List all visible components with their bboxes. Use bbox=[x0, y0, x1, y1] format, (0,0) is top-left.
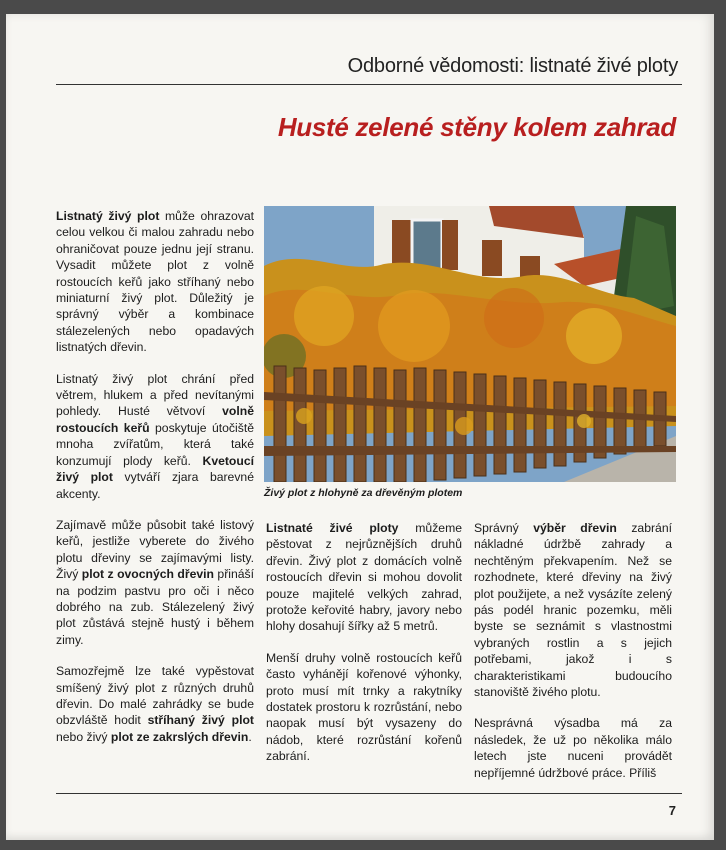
text-column-middle bbox=[266, 520, 462, 780]
paragraph-text: můžeme pěstovat z nejrůznějších druhů dřevin. Živý plot z domácích volně rostoucích dřevin si mohou dovolit pouze majitelé velkých zahrad, protože keřovité habry, javory nebo hlohy dosahují šířky až 5 metrů. bbox=[266, 521, 462, 634]
page-headline: Husté zelené stěny kolem zahrad bbox=[277, 112, 676, 142]
lead-term: Listnaté živé ploty bbox=[266, 521, 399, 535]
bold-term: plot z ovocných dřevin bbox=[81, 567, 214, 582]
footer-rule bbox=[56, 793, 682, 794]
paragraph-text: Nesprávná výsadba má za následek, že už po několika málo letech jste nuceni provádět nepříjemné údržbové práce. Příliš bbox=[474, 716, 672, 780]
bold-term: volně rostoucích keřů bbox=[56, 404, 254, 435]
paragraph-text: Samozřejmě lze také vypěstovat smíšený živý plot z různých druhů dřevin. Do malé zahrádky se bude obzvláště hodit bbox=[56, 664, 254, 728]
paragraph-text: . bbox=[248, 729, 252, 744]
paragraph bbox=[56, 663, 254, 745]
paragraph bbox=[56, 517, 254, 648]
paragraph-text: Listnatý živý plot chrání před větrem, hlukem a před nevítanými pohledy. Husté větvoví bbox=[56, 371, 254, 419]
paragraph-text: Menší druhy volně rostoucích keřů často vyhánějí kořenové výhonky, proto musí mít trnky a rakytníky dostatek prostoru k rozrůstání, nebo naopak musí být vysazeny do nádob, které rozrůstání kořenů zabrání. bbox=[266, 650, 462, 764]
bold-term: Kvetoucí živý plot bbox=[56, 453, 254, 485]
text-column-right bbox=[474, 520, 672, 796]
bold-term: výběr dřevin bbox=[533, 521, 617, 535]
paragraph-text: poskytuje útočiště mnoha zvířatům, která také konzumují plody keřů. bbox=[56, 420, 254, 468]
paragraph-text: může ohrazovat celou velkou či malou zahradu nebo ohraničovat pouze jednu její stranu. Vysadit můžete plot z volně rostoucích keřů jako stříhaný nebo miniaturní živý plot. Důležitý je správný výběr a kombinace stálezelených nebo opadavých listnatých dřevin. bbox=[56, 209, 254, 355]
paragraph bbox=[56, 208, 254, 356]
bold-term: plot ze zakrslých dřevin bbox=[110, 729, 249, 744]
photo-caption: Živý plot z hlohyně za dřevěným plotem bbox=[264, 487, 463, 499]
section-header: Odborné vědomosti: listnaté živé ploty bbox=[347, 55, 678, 77]
book-page bbox=[6, 14, 714, 840]
lead-term: Listnatý živý plot bbox=[56, 209, 160, 223]
paragraph-text: nebo živý bbox=[56, 729, 111, 744]
hedge-photo bbox=[264, 206, 676, 482]
page-number: 7 bbox=[668, 803, 676, 818]
paragraph bbox=[474, 520, 672, 700]
paragraph-text: Správný bbox=[474, 521, 534, 535]
paragraph-text: vytváří zjara barevné akcenty. bbox=[56, 470, 254, 501]
text-column-left bbox=[56, 208, 254, 760]
paragraph-text: Zajímavě může působit také listový keřů, jestliže vyberete do živého plotu dřeviny se zajímavými listy. Živý bbox=[56, 517, 254, 582]
hedge-photo-illustration bbox=[264, 206, 676, 482]
header-rule bbox=[56, 84, 682, 85]
paragraph-text: zabrání nákladné údržbě zahrady a nechtěným překvapením. Než se rozhodnete, které dřeviny na živý plot použijete, a než vysázíte zelený pás podél hranic pozemku, měli byste se seznámit s vlastnostmi vybraných rostlin a s jejich potřebami, jakož i s charakteristikami budoucího stanoviště živého plotu. bbox=[474, 521, 672, 700]
paragraph bbox=[266, 650, 462, 765]
paragraph bbox=[474, 715, 672, 781]
paragraph bbox=[56, 371, 254, 502]
paragraph-text: přináší na podzim pastvu pro oči i něco dobrého na zub. Stálezelený živý plot zůstává stejně hustý i během zimy. bbox=[56, 567, 254, 647]
paragraph bbox=[266, 520, 462, 635]
bold-term: stříhaný živý plot bbox=[147, 713, 254, 728]
